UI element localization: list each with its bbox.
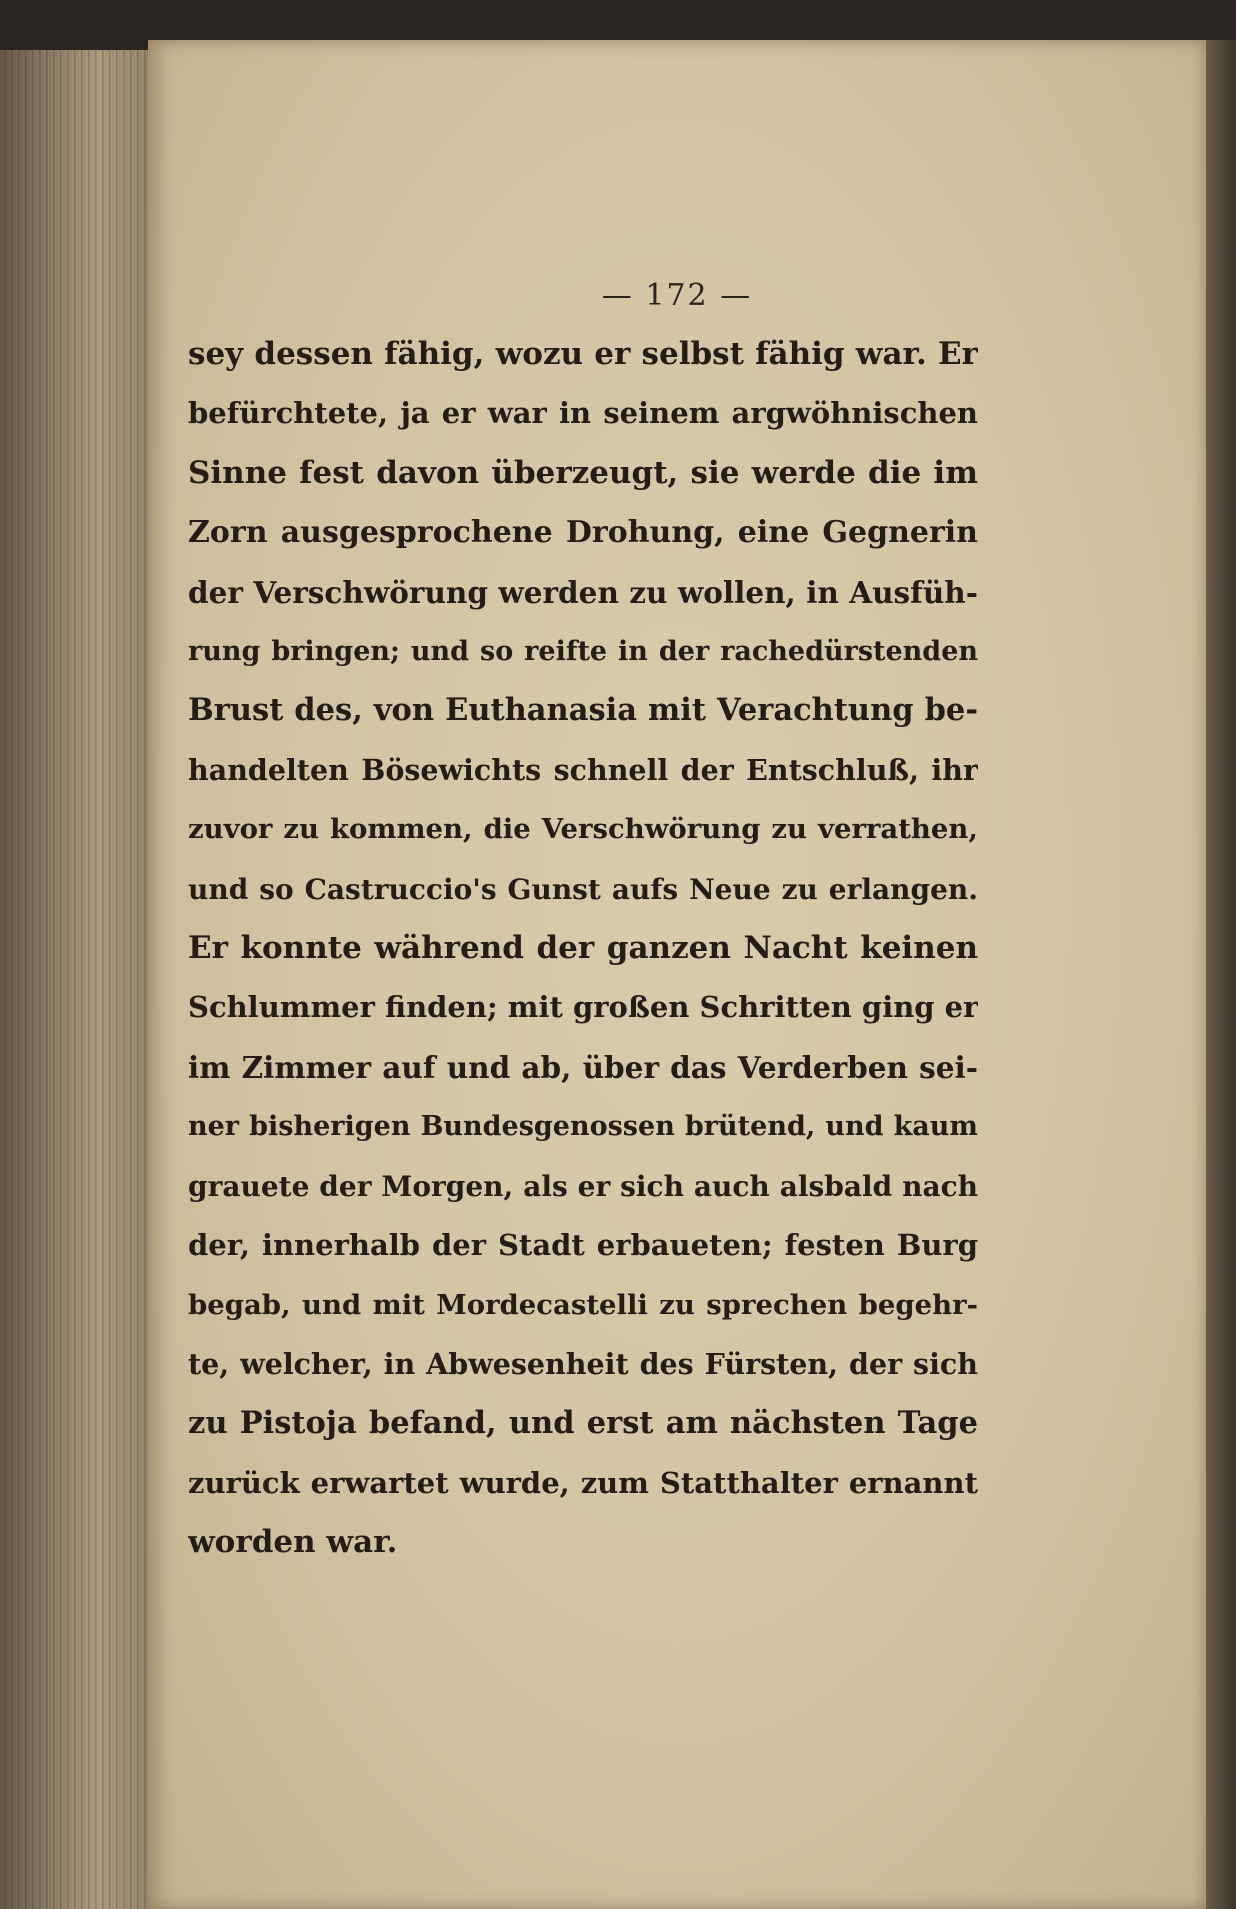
text-line: zuvor zu kommen, die Verschwörung zu verrathen, xyxy=(188,813,978,846)
text-line: ner bisherigen Bundesgenossen brütend, und kaum xyxy=(188,1111,978,1143)
body-text xyxy=(188,325,978,1573)
text-line: zu Pistoja befand, und erst am nächsten Tage xyxy=(188,1405,978,1442)
text-line: grauete der Morgen, als er sich auch alsbald nach xyxy=(188,1169,978,1203)
text-line: Schlummer finden; mit großen Schritten ging er xyxy=(188,990,978,1025)
text-line: Er konnte während der ganzen Nacht keinen xyxy=(188,930,978,967)
text-line: handelten Bösewichts schnell der Entschluß, ihr xyxy=(188,752,978,787)
text-line: rung bringen; und so reifte in der rachedürstenden xyxy=(188,636,978,668)
binding-edge xyxy=(1206,40,1236,1909)
page-edge-shadow xyxy=(0,50,160,1909)
text-line: zurück erwartet wurde, zum Statthalter ernannt xyxy=(188,1465,978,1500)
text-line: worden war. xyxy=(188,1524,398,1561)
text-line: te, welcher, in Abwesenheit des Fürsten, der sich xyxy=(188,1346,978,1381)
text-line: sey dessen fähig, wozu er selbst fähig war. Er xyxy=(188,336,978,372)
page-number: — 172 — xyxy=(601,278,753,313)
text-line: Brust des, von Euthanasia mit Verachtung be- xyxy=(188,692,978,729)
text-line: begab, und mit Mordecastelli zu sprechen begehr- xyxy=(188,1288,978,1321)
text-line: Sinne fest davon überzeugt, sie werde die im xyxy=(188,454,978,491)
text-line: und so Castruccio's Gunst aufs Neue zu erlangen. xyxy=(188,872,978,906)
text-line: der, innerhalb der Stadt erbaueten; festen Burg xyxy=(188,1228,978,1263)
text-line: im Zimmer auf und ab, über das Verderben sei- xyxy=(188,1049,978,1085)
text-line: befürchtete, ja er war in seinem argwöhnischen xyxy=(188,396,978,431)
text-line: der Verschwörung werden zu wollen, in Ausfüh- xyxy=(188,574,978,610)
text-line: Zorn ausgesprochene Drohung, eine Gegnerin xyxy=(188,515,978,551)
